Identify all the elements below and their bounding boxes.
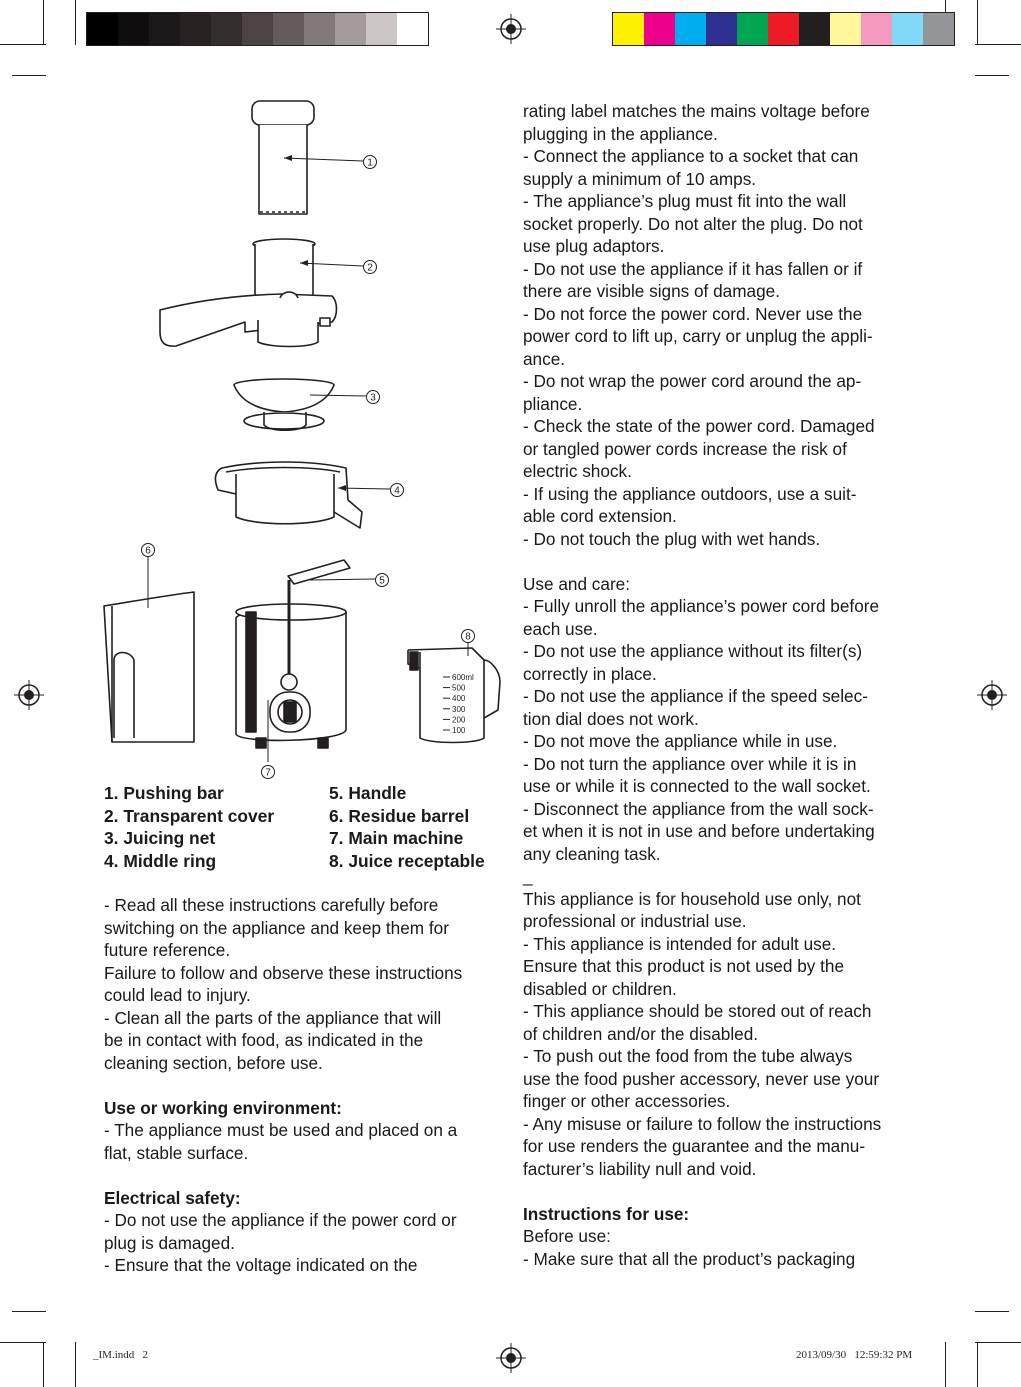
text-line: - Fully unroll the appliance’s power cord before	[523, 596, 880, 616]
color-swatch	[768, 13, 799, 45]
color-swatch	[273, 13, 304, 45]
callout-number: 5	[379, 575, 385, 587]
color-swatch	[242, 13, 273, 45]
parts-list-row	[104, 827, 504, 850]
callout-number: 8	[465, 631, 471, 643]
text-line: - Clean all the parts of the appliance that will	[104, 1007, 442, 1028]
text-line: facturer’s liability null and void.	[523, 1158, 757, 1179]
transparent-cover-part	[160, 239, 337, 347]
scale-label: 300	[452, 704, 466, 714]
color-swatch	[613, 13, 644, 45]
parts-list-item: 3. Juicing net	[104, 828, 216, 849]
color-swatch	[118, 13, 149, 45]
registration-mark-icon	[496, 14, 526, 44]
text-line: - The appliance’s plug must fit into the wall	[523, 191, 847, 211]
text-line: - Make sure that all the product’s packaging	[523, 1248, 856, 1269]
text-line: flat, stable surface.	[104, 1142, 249, 1163]
text-line: be in contact with food, as indicated in the	[104, 1030, 424, 1050]
scale-label: 500	[452, 683, 466, 693]
color-swatch	[799, 13, 830, 45]
text-line: each use.	[523, 618, 598, 639]
text-line: - Ensure that the voltage indicated on the	[104, 1255, 418, 1275]
registration-mark-icon	[977, 680, 1007, 710]
text-line: professional or industrial use.	[523, 911, 747, 931]
footer-timestamp: 2013/09/30 12:59:32 PM	[796, 1349, 913, 1361]
text-line: use plug adaptors.	[523, 236, 665, 256]
text-line: - Do not turn the appliance over while it is in	[523, 753, 857, 774]
text-line: power cord to lift up, carry or unplug the appli-	[523, 326, 873, 346]
color-swatch	[644, 13, 675, 45]
callout-number: 3	[370, 392, 376, 404]
text-line: of children and/or the disabled.	[523, 1023, 759, 1044]
text-line: Before use:	[523, 1226, 611, 1246]
footer-file-name: _IM.indd 2	[93, 1349, 148, 1361]
text-line: Use and care:	[523, 573, 631, 594]
text-line: future reference.	[104, 940, 231, 960]
section-heading: Electrical safety:	[104, 1187, 241, 1208]
text-line	[104, 1074, 504, 1097]
text-line: - Do not use the appliance without its filter(s)	[523, 641, 863, 661]
left-column-text	[104, 894, 504, 1277]
color-swatch	[737, 13, 768, 45]
scale-label: 600ml	[452, 673, 474, 682]
color-swatch	[675, 13, 706, 45]
text-line: - To push out the food from the tube always	[523, 1046, 853, 1066]
text-line	[104, 1164, 504, 1187]
text-line: use or while it is connected to the wall socket.	[523, 776, 871, 796]
color-swatch	[923, 13, 954, 45]
callout-number: 7	[265, 767, 271, 779]
right-column-text	[523, 100, 923, 1270]
text-line: - Do not use the appliance if it has fallen or if	[523, 258, 863, 279]
middle-ring-part	[215, 462, 362, 528]
text-line: pliance.	[523, 393, 583, 414]
text-line: there are visible signs of damage.	[523, 281, 780, 301]
text-line: - Do not wrap the power cord around the ap-	[523, 371, 862, 391]
color-swatch	[304, 13, 335, 45]
text-line: - If using the appliance outdoors, use a suit-	[523, 483, 857, 504]
parts-list-item: 6. Residue barrel	[329, 805, 470, 826]
color-swatch	[706, 13, 737, 45]
registration-mark-icon	[496, 1343, 526, 1373]
text-line: et when it is not in use and before undertaking	[523, 821, 875, 841]
callout-number: 1	[367, 157, 373, 169]
text-line: cleaning section, before use.	[104, 1052, 323, 1073]
process-color-bar	[612, 12, 955, 46]
text-line: This appliance is for household use only, not	[523, 888, 861, 909]
text-line: - Do not use the appliance if the speed selec-	[523, 686, 868, 706]
parts-list-row	[104, 850, 504, 873]
color-swatch	[87, 13, 118, 45]
section-heading: Use or working environment:	[104, 1097, 342, 1118]
text-line	[523, 1180, 923, 1203]
text-line: plugging in the appliance.	[523, 123, 718, 144]
text-line: plug is damaged.	[104, 1232, 235, 1253]
parts-list-item: 7. Main machine	[329, 828, 464, 849]
text-line: - Do not touch the plug with wet hands.	[523, 528, 821, 549]
parts-list-item: 2. Transparent cover	[104, 805, 275, 826]
color-swatch	[892, 13, 923, 45]
text-line: - Do not move the appliance while in use.	[523, 731, 838, 751]
text-line: tion dial does not work.	[523, 708, 699, 729]
residue-barrel-part	[104, 592, 194, 742]
color-swatch	[149, 13, 180, 45]
text-line: or tangled power cords increase the risk of	[523, 438, 847, 459]
text-line: - Do not use the appliance if the power cord or	[104, 1210, 457, 1230]
pushing-bar-part	[252, 101, 314, 214]
text-line: _	[523, 866, 533, 886]
color-swatch	[861, 13, 892, 45]
text-line: - Disconnect the appliance from the wall sock-	[523, 798, 874, 819]
parts-list-item: 5. Handle	[329, 783, 407, 803]
text-line: - Read all these instructions carefully before	[104, 895, 439, 915]
scale-label: 200	[452, 715, 466, 725]
color-swatch	[335, 13, 366, 45]
scale-label: 400	[452, 694, 466, 704]
text-line: switching on the appliance and keep them for	[104, 917, 449, 938]
parts-list-item: 1. Pushing bar	[104, 783, 224, 803]
text-line: correctly in place.	[523, 663, 657, 684]
text-line: - Connect the appliance to a socket that can	[523, 146, 859, 166]
juicing-net-part	[234, 379, 334, 430]
text-line: - This appliance is intended for adult use.	[523, 933, 837, 954]
callout-number: 2	[367, 262, 373, 274]
text-line: could lead to injury.	[104, 985, 251, 1005]
color-swatch	[180, 13, 211, 45]
text-line: Ensure that this product is not used by the	[523, 956, 845, 976]
parts-list-row	[104, 782, 504, 805]
callout-number: 6	[145, 545, 151, 557]
juicer-exploded-diagram	[96, 96, 506, 782]
text-line: - The appliance must be used and placed on a	[104, 1120, 458, 1140]
callout-number: 4	[394, 485, 400, 497]
text-line: electric shock.	[523, 461, 632, 481]
text-line: - Check the state of the power cord. Damaged	[523, 416, 875, 436]
text-line: for use renders the guarantee and the manu-	[523, 1136, 866, 1156]
text-line: supply a minimum of 10 amps.	[523, 168, 757, 189]
scale-label: 100	[452, 726, 466, 735]
section-heading: Instructions for use:	[523, 1203, 690, 1224]
text-line: - Do not force the power cord. Never use the	[523, 303, 863, 324]
color-swatch	[830, 13, 861, 45]
parts-list-row	[104, 805, 504, 828]
parts-list-item: 4. Middle ring	[104, 850, 217, 871]
text-line: - This appliance should be stored out of reach	[523, 1001, 872, 1021]
text-line: ance.	[523, 348, 566, 369]
color-swatch	[397, 13, 428, 45]
text-line: able cord extension.	[523, 506, 677, 526]
text-line: rating label matches the mains voltage before	[523, 101, 870, 121]
text-line: disabled or children.	[523, 978, 677, 999]
text-line: Failure to follow and observe these instructions	[104, 962, 463, 983]
text-line: use the food pusher accessory, never use your	[523, 1068, 880, 1089]
color-swatch	[366, 13, 397, 45]
text-line	[523, 550, 923, 573]
color-swatch	[211, 13, 242, 45]
text-line: any cleaning task.	[523, 843, 661, 864]
text-line: finger or other accessories.	[523, 1091, 731, 1111]
text-line: - Any misuse or failure to follow the instructions	[523, 1113, 882, 1134]
parts-list	[104, 782, 504, 872]
parts-list-item: 8. Juice receptable	[329, 850, 485, 871]
grayscale-color-bar	[86, 12, 429, 46]
registration-mark-icon	[14, 680, 44, 710]
text-line: socket properly. Do not alter the plug. Do not	[523, 213, 863, 234]
